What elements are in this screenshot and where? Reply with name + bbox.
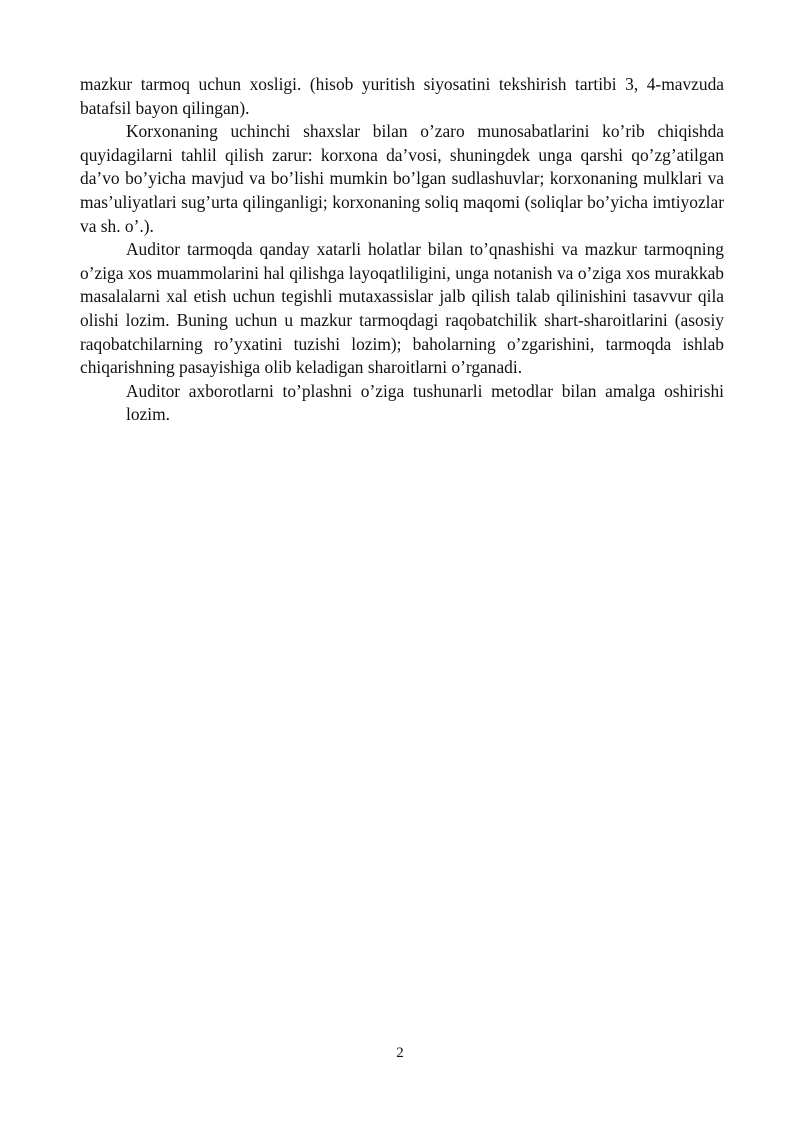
page-number: 2 xyxy=(396,1045,404,1061)
paragraph-information-gathering: Auditor axborotlarni to’plashni o’ziga tushunarli metodlar bilan amalga oshirishi lozim. xyxy=(126,380,724,425)
page-body xyxy=(80,73,724,427)
paragraph-third-parties: Korxonaning uchinchi shaxslar bilan o’zaro munosabatlarini ko’rib chiqishda quyidagilarni tahlil qilish zarur: korxona da’vosi, shuningdek unga qarshi qo’zg’atilgan da’vo bo’yicha mavjud va bo’lishi mumkin bo’lgan sudlashuvlar; korxonaning mulklari va mas’uliyatlari sug’urta qilinganligi; korxonaning soliq maqomi (soliqlar bo’yicha imtiyozlar va sh. o’.). xyxy=(80,121,724,236)
paragraph-continuation: mazkur tarmoq uchun xosligi. (hisob yuritish siyosatini tekshirish tartibi 3, 4-mavzuda batafsil bayon qilingan). xyxy=(80,74,724,118)
paragraph-industry-risks: Auditor tarmoqda qanday xatarli holatlar bilan to’qnashishi va mazkur tarmoqning o’ziga xos muammolarini hal qilishga layoqatliligini, unga notanish va o’ziga xos murakkab masalalarni xal etish uchun tegishli mutaxassislar jalb qilish talab qilinishini tasavvur qila olishi lozim. Buning uchun u mazkur tarmoqdagi raqobatchilik shart-sharoitlarini (asosiy raqobatchilarning ro’yxatini tuzishi lozim); baholarning o’zgarishini, tarmoqda ishlab chiqarishning pasayishiga olib keladigan sharoitlarni o’rganadi. xyxy=(80,239,724,378)
